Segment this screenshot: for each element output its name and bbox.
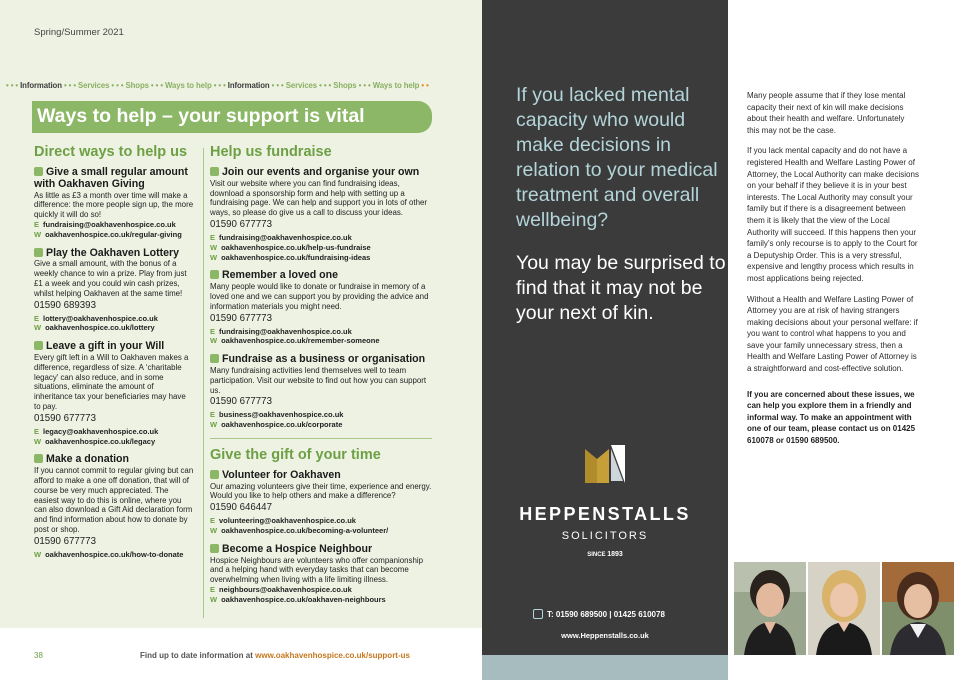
season-label: Spring/Summer 2021	[34, 27, 124, 38]
phone-icon	[533, 609, 543, 619]
nav-ways-to-help[interactable]: Ways to help	[165, 81, 212, 90]
section-nav: • • • Information • • • Services • • • Shops • • • Ways to help • • • Information • • • Services • • • Shops • • • Ways to help • •	[6, 81, 429, 90]
bullet-square-icon	[34, 167, 43, 176]
item-title: Remember a loved one	[222, 269, 338, 282]
phone-number: 01590 677773	[34, 412, 96, 424]
heppenstalls-logo-icon	[585, 445, 625, 483]
item-body: Our amazing volunteers give their time, experience and energy. Would you like to help others and make a difference?	[210, 481, 432, 501]
web-link[interactable]: oakhavenhospice.co.uk/lottery	[45, 323, 155, 333]
web-link[interactable]: oakhavenhospice.co.uk/legacy	[45, 436, 156, 446]
bullet-square-icon	[34, 341, 43, 350]
page-number: 38	[34, 651, 43, 660]
email-link[interactable]: fundraising@oakhavenhospice.co.uk	[43, 220, 176, 230]
advert-paragraph: Without a Health and Welfare Lasting Power of Attorney you are at risk of having strangers making decisions about your personal welfare: if you want to control what happens to you and save your family unnecessary stress, then a Health and Welfare Lasting Power of Attorney is a straightforward and cost-effective solution.	[747, 294, 918, 374]
item-title: Make a donation	[46, 453, 129, 466]
brand-subtitle: SOLICITORS	[561, 530, 649, 542]
email-link[interactable]: fundraising@oakhavenhospice.co.uk	[219, 233, 352, 243]
donation-item: Make a donation If you cannot commit to regular giving but can afford to make a one off donation, that will of course be very much appreciated. The easiest way to do this is online, where you can also download a Gift Aid declaration form and find information about how to donate by post or shop. 01590 677773 W oakhavenhospice.co.uk/how-to-donate	[34, 453, 194, 559]
remember-item: Remember a loved one Many people would like to donate or fundraise in memory of a loved one and we can support you by providing the advice and information materials you might need. 01590 677773 E fundraising@oakhavenhospice.co.uk W oakhavenhospice.co.uk/remember-someone	[210, 270, 432, 346]
business-item: Fundraise as a business or organisation Many fundraising activities lend themselves well to team participation. Visit our website to find out how you can support us. 01590 677773 E business@oakhavenhospice.co.uk W oakhavenhospice.co.uk/corporate	[210, 354, 432, 430]
email-link[interactable]: neighbours@oakhavenhospice.co.uk	[219, 585, 352, 595]
item-body: Give a small amount, with the bonus of a weekly chance to win a prize. Play from just £1 a week and you could win cash prizes, whilst helping Oakhaven at the same time!	[34, 259, 187, 298]
will-item: Leave a gift in your Will Every gift left in a Will to Oakhaven makes a difference, regardless of size. A ‘charitable legacy’ can also reduce, and in some situations, eliminate the amount of inheritance tax your beneficiaries may have to pay. 01590 677773 E legacy@oakhavenhospice.co.uk W oakhavenhospice.co.uk/legacy	[34, 341, 194, 446]
advert-paragraph: If you lack mental capacity and do not have a registered Health and Welfare Lasting Power of Attorney, the Local Authority can make decisions on your behalf if they believe it is in your best interests. The Local Authority may consult your family but if there is a disagreement between them it is likely that the view of the Local Authority will succeed. If this happens then your family’s only recourse is to apply to the Court for a Deputyship Order. This is a very stressful, expensive and lengthy process which results in most applications being rejected.	[747, 146, 919, 283]
advert-website[interactable]: www.Heppenstalls.co.uk	[561, 631, 649, 640]
bullet-square-icon	[210, 470, 219, 479]
bullet-square-icon	[210, 167, 219, 176]
bullet-square-icon	[210, 354, 219, 363]
bullet-square-icon	[210, 270, 219, 279]
nav-shops[interactable]: Shops	[125, 81, 149, 90]
staff-photo-2	[808, 562, 880, 655]
column-divider	[203, 148, 204, 618]
staff-photo-3	[882, 562, 954, 655]
advert-footer-band	[482, 655, 728, 680]
item-title: Play the Oakhaven Lottery	[46, 246, 180, 259]
nav-services[interactable]: Services	[78, 81, 110, 90]
events-item: Join our events and organise your own Visit our website where you can find fundraising ideas, download a sponsorship form and help with setting up a fundraising page. We can help and support you in lots of other ways, so please do give us a call to discuss your ideas. 01590 677773 E fundraising@oakhavenhospice.co.uk W oakhavenhospice.co.uk/help-us-fundraise W oakhavenhospice.co.uk/fundraising-ideas	[210, 167, 432, 262]
brand-name: HEPPENSTALLS	[519, 504, 691, 524]
web-link[interactable]: oakhavenhospice.co.uk/help-us-fundraise	[221, 242, 371, 252]
item-title: Become a Hospice Neighbour	[222, 542, 373, 555]
item-body: Every gift left in a Will to Oakhaven makes a difference, regardless of size. A ‘charitable legacy’ can also reduce, and in some situations, eliminate the amount of inheritance tax your beneficiaries may have to pay.	[34, 353, 189, 411]
direct-ways-column	[34, 144, 194, 568]
lottery-item: Play the Oakhaven Lottery Give a small amount, with the bonus of a weekly chance to win a prize. Play from just £1 a week and you could win cash prizes, whilst helping Oakhaven at the same time! 01590 689393 E lottery@oakhavenhospice.co.uk W oakhavenhospice.co.uk/lottery	[34, 248, 194, 334]
email-link[interactable]: business@oakhavenhospice.co.uk	[219, 410, 344, 420]
item-title: Fundraise as a business or organisation	[222, 353, 426, 366]
phone-number: 01590 689393	[34, 299, 96, 311]
phone-number: 01590 677773	[210, 312, 272, 324]
email-link[interactable]: lottery@oakhavenhospice.co.uk	[43, 313, 158, 323]
nav-shops-2[interactable]: Shops	[333, 81, 357, 90]
nav-information-2[interactable]: Information	[227, 81, 270, 90]
item-body: Visit our website where you can find fundraising ideas, download a sponsorship form and help with setting up a fundraising page. We can help and support you in lots of other ways, so please do give us a call to discuss your ideas.	[210, 178, 427, 218]
item-title: Volunteer for Oakhaven	[222, 468, 341, 481]
advert-body	[747, 90, 919, 456]
web-link-2[interactable]: oakhavenhospice.co.uk/fundraising-ideas	[221, 252, 371, 262]
email-link[interactable]: volunteering@oakhavenhospice.co.uk	[219, 516, 356, 526]
nav-information[interactable]: Information	[20, 81, 62, 90]
web-link[interactable]: oakhavenhospice.co.uk/remember-someone	[221, 336, 380, 346]
nav-ways-to-help-2[interactable]: Ways to help	[372, 81, 420, 90]
footer-text: Find up to date information at www.oakhavenhospice.co.uk/support-us	[140, 651, 410, 660]
volunteer-item: Volunteer for Oakhaven Our amazing volunteers give their time, experience and energy. Would you like to help others and make a difference? 01590 646447 E volunteering@oakhavenhospice.co.uk W oakhavenhospice.co.uk/becoming-a-volunteer/	[210, 468, 432, 536]
phone-number: 01590 646447	[210, 502, 272, 514]
web-link[interactable]: oakhavenhospice.co.uk/how-to-donate	[45, 549, 184, 559]
bullet-square-icon	[34, 454, 43, 463]
email-link[interactable]: fundraising@oakhavenhospice.co.uk	[219, 326, 352, 336]
phone-number: 01590 677773	[210, 396, 272, 408]
advert-paragraph: Many people assume that if they lose mental capacity their next of kin will make decisions about their health and welfare. Unfortunately this may not be the case.	[747, 91, 906, 135]
web-link[interactable]: oakhavenhospice.co.uk/becoming-a-volunteer/	[221, 526, 389, 536]
advert-telephone: T: 01590 689500 | 01425 610078	[533, 609, 665, 619]
email-link[interactable]: legacy@oakhavenhospice.co.uk	[43, 426, 159, 436]
item-body: Hospice Neighbours are volunteers who offer companionship and a helping hand with everyday tasks that can become overwhelming when living with a life limiting illness.	[210, 555, 424, 585]
nav-services-2[interactable]: Services	[285, 81, 318, 90]
web-link[interactable]: oakhavenhospice.co.uk/corporate	[221, 420, 343, 430]
item-title: Give a small regular amount with Oakhaven Giving	[34, 165, 188, 190]
fundraise-column	[210, 144, 432, 613]
fundraise-heading: Help us fundraise	[210, 144, 332, 160]
item-title: Join our events and organise your own	[222, 165, 420, 178]
phone-number: 01590 677773	[34, 535, 96, 547]
item-body: If you cannot commit to regular giving but can afford to make a one off donation, that will of course be very much appreciated. The easiest way to do this is online, where you can also download a Gift Aid declaration form and find information about how to donate by post or shop.	[34, 466, 194, 534]
web-link[interactable]: oakhavenhospice.co.uk/oakhaven-neighbours	[221, 594, 386, 604]
item-title: Leave a gift in your Will	[46, 340, 165, 353]
phone-number: 01590 677773	[210, 219, 272, 231]
advert-question: If you lacked mental capacity who would make decisions in relation to your medical treatment and overall wellbeing?	[516, 84, 718, 231]
advert-answer: You may be surprised to find that it may not be your next of kin.	[516, 252, 726, 324]
gift-of-time-heading: Give the gift of your time	[210, 446, 381, 463]
item-body: As little as £3 a month over time will make a difference: the more people sign up, the more quickly it will do so!	[34, 190, 194, 220]
section-divider	[210, 438, 432, 439]
advert-call-to-action: If you are concerned about these issues, we can help you explore them in a friendly and informal way. To make an appointment with one of our team, please contact us on 01425 610078 or 01590 689500.	[747, 389, 916, 446]
section-banner	[32, 101, 432, 133]
banner-title: Ways to help – your support is vital	[37, 105, 365, 127]
item-body: Many people would like to donate or fundraise in memory of a loved one and we can support you by providing the advice and information materials you might need.	[210, 282, 429, 311]
neighbour-item: Become a Hospice Neighbour Hospice Neighbours are volunteers who offer companionship and a helping hand with everyday tasks that can become overwhelming when living with a life limiting illness. E neighbours@oakhavenhospice.co.uk W oakhavenhospice.co.uk/oakhaven-neighbours	[210, 544, 432, 605]
staff-photo-1	[734, 562, 806, 655]
web-link[interactable]: oakhavenhospice.co.uk/regular-giving	[45, 229, 182, 239]
giving-item: Give a small regular amount with Oakhaven Giving As little as £3 a month over time will make a difference: the more people sign up, the more quickly it will do so! E fundraising@oakhavenhospice.co.uk W oakhavenhospice.co.uk/regular-giving	[34, 165, 194, 239]
direct-ways-heading: Direct ways to help us	[34, 144, 188, 160]
item-body: Many fundraising activities lend themselves well to team participation. Visit our website to find out how you can support us.	[210, 365, 427, 395]
since-label: SINCE 1893	[587, 551, 623, 558]
footer-url[interactable]: www.oakhavenhospice.co.uk/support-us	[255, 651, 410, 660]
bullet-square-icon	[210, 544, 219, 553]
bullet-square-icon	[34, 248, 43, 257]
